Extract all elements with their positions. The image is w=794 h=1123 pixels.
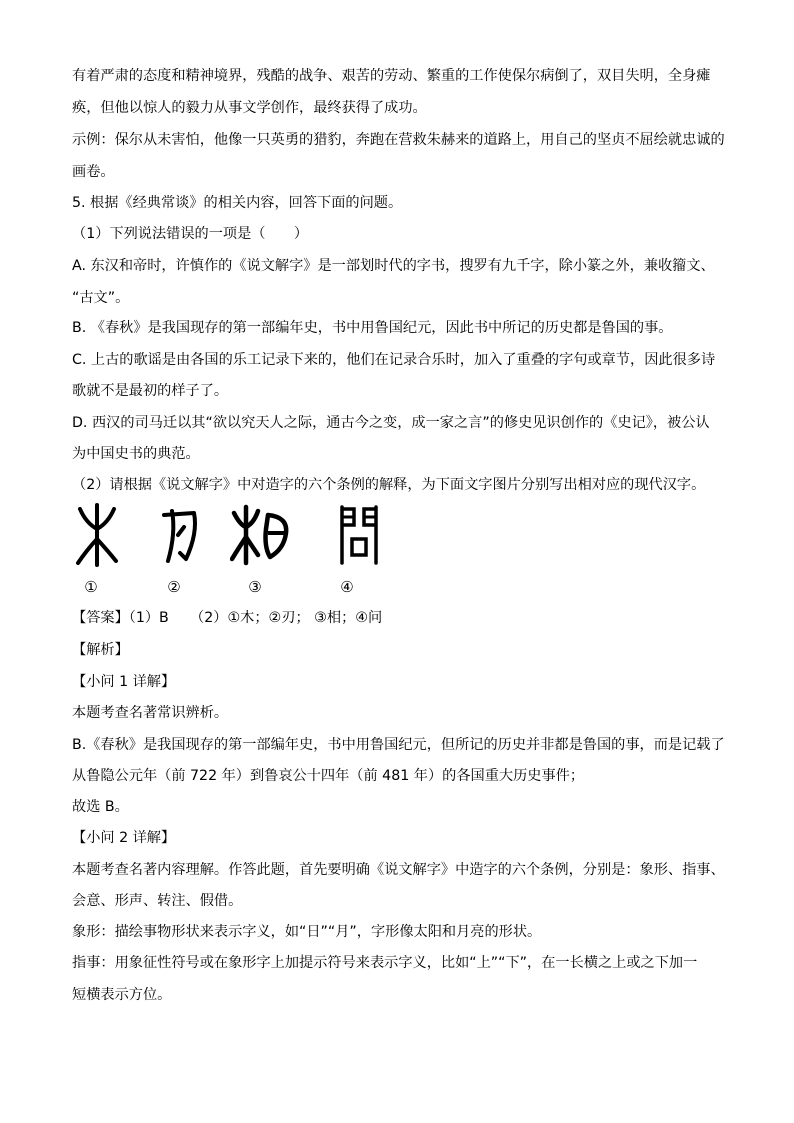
sub-detail-heading-2: 【小问 2 详解】	[72, 830, 176, 846]
glyph-label-2: ②	[167, 578, 181, 596]
glyph-label-1: ①	[84, 578, 98, 596]
text-line: 从鲁隐公元年（前 722 年）到鲁哀公十四年（前 481 年）的各国重大历史事件；	[72, 768, 585, 784]
text-line: 痪，但他以惊人的毅力从事文学创作，最终获得了成功。	[72, 100, 427, 116]
option-a-cont: “古文”。	[72, 290, 130, 306]
text-line: 有着严肃的态度和精神境界，残酷的战争、艰苦的劳动、繁重的工作使保尔病倒了，双目失明，全身瘫	[72, 68, 711, 84]
glyph-label-4: ④	[340, 578, 354, 596]
option-d-cont: 为中国史书的典范。	[72, 446, 200, 462]
ancient-glyph-xiang-icon	[230, 503, 292, 567]
sub-question-1: （1）下列说法错误的一项是（ ）	[72, 226, 309, 242]
text-line: B.《春秋》是我国现存的第一部编年史，书中用鲁国纪元，但所记的历史并非都是鲁国的事，而是记载了	[72, 737, 725, 753]
option-c-cont: 歌就不是最初的样子了。	[72, 383, 229, 399]
text-line: 本题考查名著内容理解。作答此题，首先要明确《说文解字》中造字的六个条例，分别是：象形、指事、	[72, 862, 725, 878]
sub-detail-heading-1: 【小问 1 详解】	[72, 674, 176, 690]
option-b: B. 《春秋》是我国现存的第一部编年史，书中用鲁国纪元，因此书中所记的历史都是鲁国的事。	[72, 320, 673, 336]
text-line: 示例：保尔从未害怕，他像一只英勇的猎豹，奔跑在营救朱赫来的道路上，用自己的坚贞不屈绘就忠诚的	[72, 132, 725, 148]
option-c: C. 上古的歌谣是由各国的乐工记录下来的，他们在记录合乐时，加入了重叠的字句或章节，因此很多诗	[72, 352, 716, 368]
text-line: 本题考查名著常识辨析。	[72, 705, 229, 721]
ancient-glyph-mu-icon	[72, 503, 122, 567]
sub-question-2: （2）请根据《说文解字》中对造字的六个条例的解释，为下面文字图片分别写出相对应的现代汉字。	[72, 477, 706, 493]
answer-line: 【答案】（1）B （2）①木；②刃； ③相；④问	[72, 610, 383, 626]
option-d: D. 西汉的司马迁以其“欲以究天人之际，通古今之变，成一家之言”的修史见识创作的《史记》，被公认	[72, 415, 710, 431]
ancient-glyph-wen-icon	[334, 503, 384, 567]
text-line: 会意、形声、转注、假借。	[72, 893, 243, 909]
text-line: 画卷。	[72, 164, 115, 180]
option-a: A. 东汉和帝时，许慎作的《说文解字》是一部划时代的字书，搜罗有九千字，除小篆之外，兼收籀文、	[72, 258, 715, 274]
text-line: 短横表示方位。	[72, 987, 172, 1003]
glyph-label-3: ③	[248, 578, 262, 596]
question-title: 5. 根据《经典常谈》的相关内容，回答下面的问题。	[72, 195, 403, 211]
ancient-glyph-ren-icon	[154, 503, 204, 567]
analysis-heading: 【解析】	[72, 642, 129, 658]
text-line: 象形：描绘事物形状来表示字义，如“日”“月”，字形像太阳和月亮的形状。	[72, 924, 542, 940]
text-line: 故选 B。	[72, 799, 129, 815]
ancient-glyph-images	[72, 503, 402, 573]
text-line: 指事：用象征性符号或在象形字上加提示符号来表示字义，比如“上”“下”，在一长横之上或之下加一	[72, 955, 698, 971]
